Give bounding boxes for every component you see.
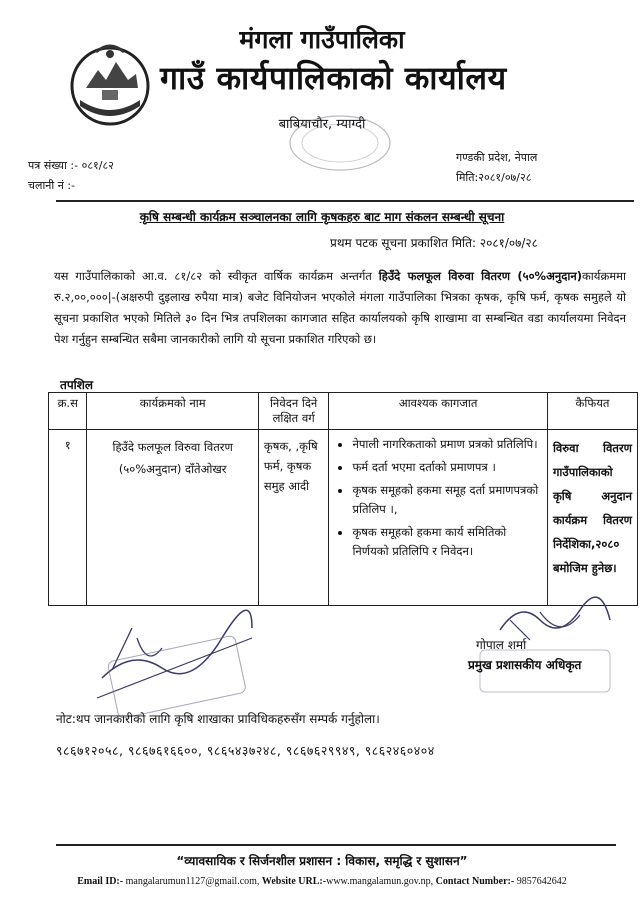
row-applicant: कृषक, ,कृषि फर्म, कृषक समुह आदी [258,430,329,606]
notice-subject: कृषि सम्बन्धी कार्यक्रम सञ्चालनका लागि कृषकहरु बाट माग संकलन सम्बन्धी सूचना [139,210,505,224]
office-address: बाबियाचौर, म्याग्दी [278,117,366,132]
publish-date: प्रथम पटक सूचना प्रकाशित मिति: २०८१/०७/२८ [330,236,538,250]
header-divider [56,200,634,202]
table-row [49,430,638,606]
org-name: मंगला गाउँपालिका [239,25,405,54]
email-link[interactable]: mangalarumun1127@gmail.com, [125,876,260,887]
office-motto: “व्यावसायिक र सिर्जनशील प्रशासन : विकास, समृद्धि र सुशासन” [176,854,468,868]
website-link[interactable]: www.mangalamun.gov.np, [326,876,434,887]
office-stamp-icon [285,112,395,174]
footer-divider [56,844,616,846]
col-applicant: निवेदन दिने लक्षित वर्ग [258,393,329,430]
dispatch-number: चलानी नं :- [28,179,76,192]
col-sn: क्र.स [49,393,87,430]
schedule-label: तपशिल [60,378,94,392]
contact-line: Email ID:- mangalarumun1127@gmail.com, Website URL:-www.mangalamun.gov.np, Contact Number:- 9857642642 [77,876,567,887]
doc-item: • नेपाली नागरिकताको प्रमाण प्रत्रको प्रतिलिपि। [352,435,542,454]
col-program: कार्यक्रमको नाम [87,393,258,430]
footer-note: नोट:थप जानकारीको लागि कृषि शाखाका प्राविधिकहरुसँग सम्पर्क गर्नुहोला। [56,712,380,726]
row-sn: १ [49,430,87,606]
row-documents [329,430,548,606]
notice-body: यस गाउँपालिकाको आ.व. ८१/८२ को स्वीकृत वार्षिक कार्यक्रम अन्तर्गत हिउँदे फलफूल विरुवा वितरण (५०%अनुदान)कार्यक्रममा रु.२,००,०००|-(अक्षरुपी दुइलाख रुपैया मात्र) बजेट विनियोजन भएकोले मंगला गाउँपालिका भित्रका कृषक, कृषि फर्म, कृषक समुहले यो सूचना प्रकाशित भएको मितिले ३० दिन भित्र तपशिलका कागजात सहित कार्यालयको कृषि शाखामा वा सम्बन्धित वडा कार्यालयमा निवेदन पेश गर्नुहुन सम्बन्धित सबैमा जानकारीको लागि यो सूचना प्रकाशित गरिएको छ। [54,269,627,346]
section-head-signature-icon [92,608,262,718]
signatory-name: गोपाल शर्मा [476,638,527,652]
province: गण्डकी प्रदेश, नेपाल [456,151,538,164]
row-remarks: विरुवा वितरण गाउँपालिकाको कृषि अनुदान कार्यक्रम वितरण निर्देशिका,२०८० बमोजिम हुनेछ। [547,430,637,606]
doc-item: • कृषक समूहको हकमा कार्य समितिको निर्णयको प्रतिलिपि र निवेदन। [352,523,542,561]
table-header-row [49,393,638,430]
col-remarks: कैफियत [547,393,637,430]
office-name: गाउँ कार्यपालिकाको कार्यालय [160,59,507,97]
letter-date: मिति:२०८१/०७/२८ [456,171,532,184]
row-program: हिउँदे फलफूल विरुवा वितरण (५०%अनुदान) दाँतेओखर [87,430,258,606]
signatory-title: प्रमुख प्रशासकीय अधिकृत [468,658,582,672]
doc-item: • फर्म दर्ता भएमा दर्ताको प्रमाणपत्र । [352,458,542,477]
col-documents: आवश्यक कागजात [329,393,548,430]
contact-phones: ९८६७१२०५८, ९८६७६१६६००, ९८६५४३७२४८, ९८६७६२९९४९, ९८६२४६०४०४ [56,743,435,758]
doc-item: • कृषक समूहको हकमा समूह दर्ता प्रमाणपत्रको प्रतिलिप ।, [352,481,542,519]
ref-number: पत्र संख्या :- ०८१/८२ [28,159,114,172]
schedule-table [48,392,638,606]
